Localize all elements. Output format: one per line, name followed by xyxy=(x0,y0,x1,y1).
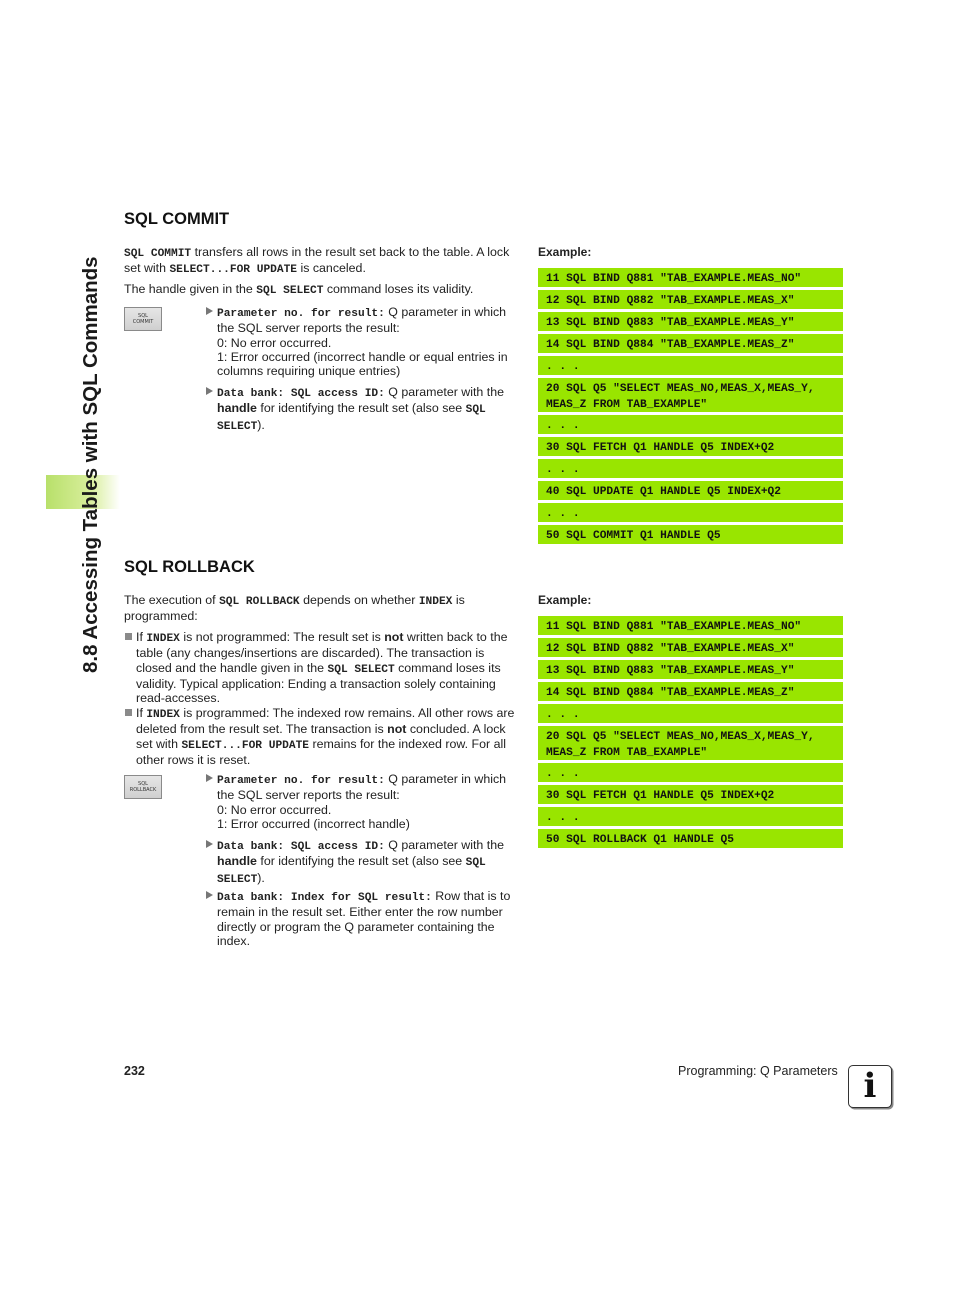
rollback-param-result xyxy=(217,772,519,831)
code-line: . . . xyxy=(538,356,843,375)
section-heading-rollback: SQL ROLLBACK xyxy=(124,558,255,576)
code-line: 11 SQL BIND Q881 "TAB_EXAMPLE.MEAS_NO" xyxy=(538,268,843,287)
chapter-side-title: 8.8 Accessing Tables with SQL Commands xyxy=(79,256,102,673)
bullet-icon xyxy=(125,633,132,640)
arrow-icon xyxy=(206,840,213,848)
code-line: 30 SQL FETCH Q1 HANDLE Q5 INDEX+Q2 xyxy=(538,437,843,456)
inline-code: SQL SELECT xyxy=(256,285,324,297)
code-line: 40 SQL UPDATE Q1 HANDLE Q5 INDEX+Q2 xyxy=(538,481,843,500)
text: The handle given in the xyxy=(124,282,257,296)
inline-code: SELECT...FOR UPDATE xyxy=(169,264,298,277)
param-name: Data bank: SQL access ID: xyxy=(217,388,385,400)
param-name: Data bank: Index for SQL result: xyxy=(217,892,432,904)
text: for identifying the result set (also see xyxy=(256,854,466,869)
arrow-icon xyxy=(206,387,213,395)
code-line: 14 SQL BIND Q884 "TAB_EXAMPLE.MEAS_Z" xyxy=(538,334,843,353)
rollback-param-access-id xyxy=(217,838,519,887)
softkey-label: SQL ROLLBACK xyxy=(129,781,157,793)
code-line: . . . xyxy=(538,459,843,478)
sql-commit-softkey[interactable] xyxy=(124,307,162,331)
code-line: 50 SQL COMMIT Q1 HANDLE Q5 xyxy=(538,525,843,544)
sql-rollback-softkey[interactable] xyxy=(124,775,162,799)
commit-intro-paragraph xyxy=(124,245,519,278)
arrow-icon xyxy=(206,307,213,315)
text: is canceled. xyxy=(297,261,366,276)
text: concluded. A lock set with xyxy=(136,722,506,751)
param-description: Q parameter in which the SQL server reports the result: xyxy=(217,305,507,336)
text: If xyxy=(136,706,147,720)
code-line: 13 SQL BIND Q883 "TAB_EXAMPLE.MEAS_Y" xyxy=(538,312,843,331)
text: is not programmed: The result set is xyxy=(179,630,385,644)
text: is programmed: xyxy=(124,593,465,624)
inline-code: INDEX xyxy=(418,596,453,608)
code-line: . . . xyxy=(538,415,843,434)
inline-code: SELECT...FOR UPDATE xyxy=(181,739,310,752)
code-line: 11 SQL BIND Q881 "TAB_EXAMPLE.MEAS_NO" xyxy=(538,616,843,635)
softkey-label: SQL COMMIT xyxy=(132,313,154,325)
bold-text: not xyxy=(387,722,407,737)
inline-code: INDEX xyxy=(146,709,180,721)
arrow-icon xyxy=(206,774,213,782)
text: Q parameter with the xyxy=(384,385,504,399)
commit-handle-paragraph xyxy=(124,282,519,298)
result-option: 1: Error occurred (incorrect handle or equal entries in columns requiring unique entries) xyxy=(217,349,508,379)
info-icon: i xyxy=(848,1065,892,1108)
rollback-param-index xyxy=(217,889,519,948)
inline-code: SQL ROLLBACK xyxy=(219,596,300,608)
bold-text: handle xyxy=(217,401,257,416)
example-label: Example: xyxy=(538,245,592,259)
bullet-icon xyxy=(125,709,132,716)
text: ). xyxy=(257,417,265,432)
arrow-icon xyxy=(206,891,213,899)
rollback-bullet-programmed xyxy=(136,706,519,767)
code-line: 14 SQL BIND Q884 "TAB_EXAMPLE.MEAS_Z" xyxy=(538,682,843,701)
bold-text: handle xyxy=(217,854,257,869)
text: command loses its validity. Typical application: Ending a transaction solely containing read-accesses. xyxy=(136,660,501,706)
code-line: 30 SQL FETCH Q1 HANDLE Q5 INDEX+Q2 xyxy=(538,785,843,804)
rollback-intro-paragraph xyxy=(124,593,519,624)
inline-code: SQL SELECT xyxy=(217,857,486,886)
code-line: . . . xyxy=(538,763,843,782)
code-line: 20 SQL Q5 "SELECT MEAS_NO,MEAS_X,MEAS_Y, MEAS_Z FROM TAB_EXAMPLE" xyxy=(538,378,843,412)
result-option: 0: No error occurred. xyxy=(217,335,332,350)
code-line: 12 SQL BIND Q882 "TAB_EXAMPLE.MEAS_X" xyxy=(538,290,843,309)
commit-param-access-id xyxy=(217,385,519,434)
param-description: Row that is to remain in the result set. Either enter the row number directly or program the Q parameter containing the index. xyxy=(217,889,511,948)
page-number: 232 xyxy=(124,1064,145,1078)
param-name: Parameter no. for result: xyxy=(217,775,385,787)
code-line: 12 SQL BIND Q882 "TAB_EXAMPLE.MEAS_X" xyxy=(538,638,843,657)
text: is programmed: The indexed row remains. All other rows are deleted from the result set. The transaction is xyxy=(136,706,515,737)
text: written back to the table (any changes/insertions are discarded). The transaction is closed and the handle given in the xyxy=(136,630,508,675)
code-line: 50 SQL ROLLBACK Q1 HANDLE Q5 xyxy=(538,829,843,848)
example-label: Example: xyxy=(538,593,592,607)
chapter-name: Programming: Q Parameters xyxy=(678,1064,838,1078)
param-name: Data bank: SQL access ID: xyxy=(217,841,385,853)
rollback-bullet-not-programmed xyxy=(136,630,519,705)
text: remains for the indexed row. For all other rows it is reset. xyxy=(136,736,506,767)
result-option: 1: Error occurred (incorrect handle) xyxy=(217,816,410,831)
result-option: 0: No error occurred. xyxy=(217,802,332,817)
text: The execution of xyxy=(124,593,220,607)
commit-param-result xyxy=(217,305,519,378)
param-description: Q parameter in which the SQL server reports the result: xyxy=(217,772,507,803)
section-heading-commit: SQL COMMIT xyxy=(124,210,230,228)
text: command loses its validity. xyxy=(323,282,474,296)
text: If xyxy=(136,630,147,644)
text: depends on whether xyxy=(299,593,419,607)
code-line: . . . xyxy=(538,807,843,826)
code-line: . . . xyxy=(538,704,843,723)
inline-code: SQL SELECT xyxy=(327,663,395,676)
text: Q parameter with the xyxy=(384,838,504,852)
text: transfers all rows in the result set back to the table. A lock set with xyxy=(124,245,510,276)
param-name: Parameter no. for result: xyxy=(217,308,385,320)
bold-text: not xyxy=(384,630,404,644)
inline-code: INDEX xyxy=(146,633,180,645)
inline-code: SQL SELECT xyxy=(217,404,486,433)
text: for identifying the result set (also see xyxy=(256,401,466,416)
text: ). xyxy=(257,870,265,885)
code-line: 20 SQL Q5 "SELECT MEAS_NO,MEAS_X,MEAS_Y, MEAS_Z FROM TAB_EXAMPLE" xyxy=(538,726,843,760)
code-line: 13 SQL BIND Q883 "TAB_EXAMPLE.MEAS_Y" xyxy=(538,660,843,679)
code-line: . . . xyxy=(538,503,843,522)
inline-code: SQL COMMIT xyxy=(124,248,192,260)
